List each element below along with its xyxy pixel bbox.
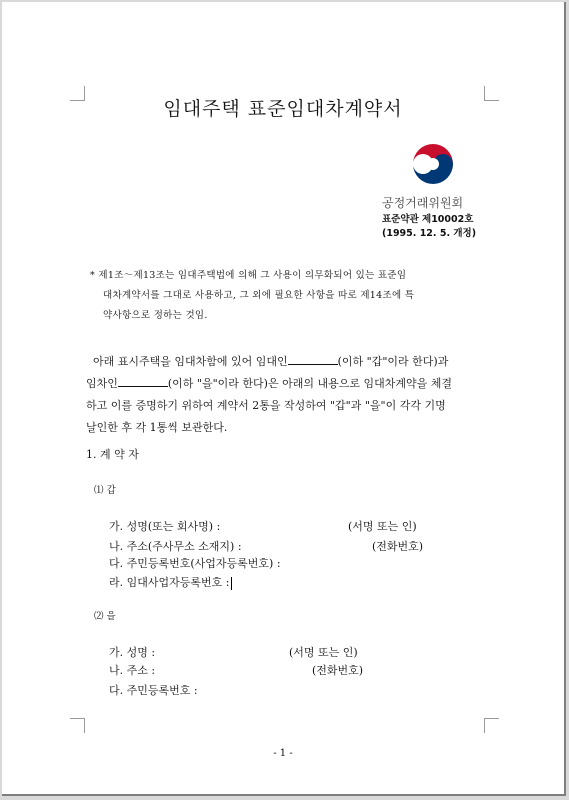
- party-a-registration-field[interactable]: [109, 574, 232, 590]
- party-b-heading: ⑵ 을: [94, 611, 116, 622]
- party-b-id-label: 다. 주민등록번호 :: [109, 684, 198, 697]
- intro-paragraph: [86, 351, 452, 439]
- note-line: 대차계약서를 그대로 사용하고, 그 외에 필요한 사항을 따로 제14조에 특: [103, 290, 415, 301]
- usage-note: [90, 266, 414, 326]
- party-a-registration-label: 라. 임대사업자등록번호 :: [109, 576, 230, 589]
- party-b-address-label: 나. 주소 :: [109, 664, 156, 677]
- intro-text: 하고 이를 증명하기 위하여 계약서 2통을 작성하여 "갑"과 "을"이 각각 기명: [86, 399, 446, 412]
- section-heading-parties: 1. 계 약 자: [86, 448, 139, 461]
- intro-text: (이하 "을"이라 한다)은 아래의 내용으로 임대차계약을 체결: [167, 377, 452, 390]
- document-title: 임대주택 표준임대차계약서: [163, 98, 403, 120]
- landlord-name-blank[interactable]: [288, 354, 338, 365]
- party-b-phone-label: (전화번호): [312, 664, 364, 677]
- party-a-phone-label: (전화번호): [372, 540, 424, 553]
- party-a-address-label: 나. 주소(주사무소 소재지) :: [109, 540, 242, 553]
- party-b-name-label: 가. 성명 :: [109, 646, 156, 659]
- taegeuk-logo-icon: [409, 140, 457, 188]
- document-page: [2, 2, 566, 796]
- text-cursor: [231, 577, 232, 590]
- intro-text: 날인한 후 각 1통씩 보관한다.: [86, 421, 228, 434]
- party-a-heading: ⑴ 갑: [94, 485, 116, 496]
- party-a-sign-label: (서명 또는 인): [348, 520, 417, 533]
- org-name: 공정거래위원회: [382, 196, 464, 210]
- crop-mark-bottom-left: [70, 718, 85, 733]
- page-number: - 1 -: [273, 748, 293, 759]
- crop-mark-bottom-right: [484, 718, 499, 733]
- intro-text: 아래 표시주택을 임대차함에 있어 임대인: [93, 355, 288, 368]
- standard-number: 표준약관 제10002호: [382, 214, 474, 225]
- party-a-id-label: 다. 주민등록번호(사업자등록번호) :: [109, 557, 281, 570]
- standard-date: (1995. 12. 5. 개정): [382, 228, 477, 239]
- intro-text: (이하 "갑"이라 한다)과: [337, 355, 449, 368]
- note-line: * 제1조～제13조는 임대주택법에 의해 그 사용이 의무화되어 있는 표준임: [90, 270, 407, 281]
- note-line: 약사항으로 정하는 것임.: [103, 310, 208, 321]
- intro-text: 임차인: [86, 377, 118, 390]
- party-a-name-label: 가. 성명(또는 회사명) :: [109, 520, 221, 533]
- tenant-name-blank[interactable]: [118, 376, 168, 387]
- party-b-sign-label: (서명 또는 인): [289, 646, 358, 659]
